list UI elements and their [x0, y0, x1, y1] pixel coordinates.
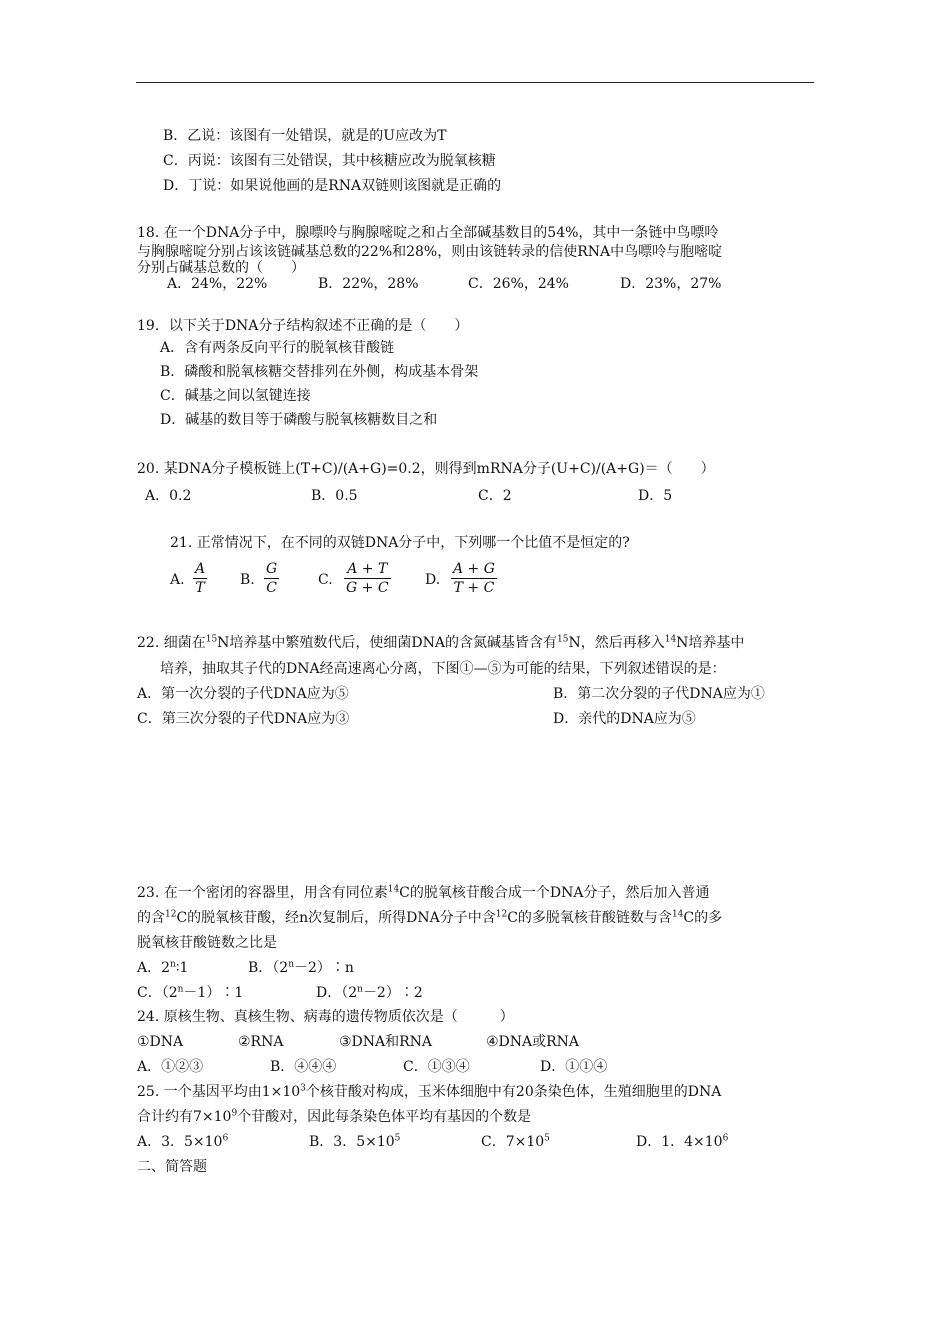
q19-option-a: A．含有两条反向平行的脱氧核苷酸链 — [160, 340, 395, 356]
q21-stem: 21. 正常情况下，在不同的双链DNA分子中，下列哪一个比值不是恒定的? — [170, 535, 630, 551]
q20-option-b: B．0.5 — [311, 488, 358, 504]
q21-option-c-numerator: A + T — [344, 560, 391, 579]
q24-item-1: ①DNA — [137, 1034, 184, 1050]
q19-option-b: B．磷酸和脱氧核糖交替排列在外侧，构成基本骨架 — [160, 364, 479, 380]
q21-option-d-numerator: A + G — [453, 561, 495, 577]
q25-stem-line2: 合计约有$7\times 10^9$个苷酸对，因此每条染色体平均有基因的个数是 — [137, 1108, 532, 1125]
q20-option-a: A．0.2 — [145, 488, 192, 504]
q23-stem-line3: 脱氧核苷酸链数之比是 — [137, 935, 277, 951]
q18-option-d: D．23%，27% — [620, 276, 722, 292]
q21-option-b-label: B. — [240, 572, 255, 588]
q21-option-b-fraction — [264, 560, 279, 597]
q24-item-2: ②RNA — [238, 1034, 284, 1050]
q23-option-b: B．$(2^n-2)∶n$ — [248, 959, 354, 976]
q18-stem-line2: 与胸腺嘧啶分别占该该链碱基总数的22%和28%，则由该链转录的信使RNA中鸟嘌呤与胞嘧啶 — [137, 244, 723, 260]
q19-option-d: D．碱基的数目等于磷酸与脱氧核糖数目之和 — [160, 412, 438, 428]
q21-option-a-label: A. — [170, 572, 185, 588]
q17-option-b: B．乙说：该图有一处错误，就是的U应改为T — [163, 128, 447, 144]
q22-stem-line1: 22. 细菌在$^{15}$N培养基中繁殖数代后，使细菌DNA的含氮碱基皆含有$^{15}$N，然后再移入$^{14}$N培养基中 — [137, 634, 745, 651]
q20-stem: 20. 某DNA分子模板链上(T+C)/(A+G)=0.2，则得到mRNA分子(U+C)/(A+G)＝（ ） — [137, 461, 715, 477]
q18-option-b: B．22%，28% — [318, 276, 419, 292]
q23-option-c: C．$(2^n-1)∶1$ — [137, 984, 244, 1001]
q21-option-b-denominator: C — [266, 580, 277, 596]
q21-option-d-denominator: T + C — [453, 580, 495, 596]
q21-option-d-label: D. — [425, 572, 441, 588]
q18-option-a: A．24%，22% — [167, 276, 268, 292]
q25-option-d: D．1．$4\times 10^6$ — [636, 1133, 729, 1150]
q24-option-a: A．①②③ — [137, 1059, 204, 1075]
q20-option-d: D．5 — [638, 488, 673, 504]
q23-stem-line2: 的含$^{12}$C的脱氧核苷酸，经n次复制后，所得DNA分子中含$^{12}$C的多脱氧核苷酸链数与含$^{14}$C的多 — [137, 909, 723, 926]
q22-option-c: C．第三次分裂的子代DNA应为③ — [137, 711, 350, 727]
q23-option-d: D．$(2^n-2)∶2$ — [316, 984, 423, 1001]
q20-option-c: C．2 — [478, 488, 512, 504]
q24-option-b: B．④④④ — [270, 1059, 337, 1075]
q17-option-c: C．丙说：该图有三处错误，其中核糖应改为脱氧核糖 — [163, 153, 496, 169]
q25-option-b: B．3．$5\times 10^5$ — [309, 1133, 401, 1150]
q25-option-c: C．$7\times 10^5$ — [481, 1133, 550, 1150]
q21-option-c-denominator: G + C — [346, 580, 389, 596]
q21-option-b-numerator: G — [266, 561, 278, 577]
q23-option-a: A．2$^n$∶1 — [137, 959, 189, 976]
q21-option-c-label: C. — [318, 572, 333, 588]
q17-option-d: D．丁说：如果说他画的是RNA双链则该图就是正确的 — [163, 178, 502, 194]
q22-option-a: A．第一次分裂的子代DNA应为⑤ — [137, 686, 349, 702]
q18-option-c: C．26%，24% — [468, 276, 569, 292]
q18-stem-line1: 18. 在一个DNA分子中，腺嘌呤与胸腺嘧啶之和占全部碱基数目的54%，其中一条链中鸟嘌呤 — [137, 225, 719, 241]
q21-option-c-fraction — [344, 560, 391, 597]
q25-option-a: A．3．$5\times 10^6$ — [137, 1133, 229, 1150]
q23-stem-line1: 23. 在一个密闭的容器里，用含有同位素$^{14}$C的脱氧核苷酸合成一个DNA分子，然后加入普通 — [137, 884, 710, 901]
q24-stem: 24. 原核生物、真核生物、病毒的遗传物质依次是（ ） — [137, 1009, 514, 1025]
q21-option-a-numerator: A — [195, 561, 206, 577]
q24-item-4: ④DNA或RNA — [486, 1034, 580, 1050]
q25-stem-line1: 25. 一个基因平均由$1\times 10^3$个核苷酸对构成，玉米体细胞中有20条染色体，生殖细胞里的DNA — [137, 1083, 722, 1100]
q22-stem-line2: 培养，抽取其子代的DNA经高速离心分离，下图①—⑤为可能的结果，下列叙述错误的是： — [160, 661, 726, 677]
q21-option-a-fraction — [193, 560, 207, 597]
q24-option-c: C．①③④ — [403, 1059, 470, 1075]
q24-option-d: D．①①④ — [540, 1059, 608, 1075]
q19-stem: 19．以下关于DNA分子结构叙述不正确的是（ ） — [137, 318, 469, 334]
q21-option-d-fraction — [451, 560, 497, 597]
q21-option-a-denominator: T — [195, 580, 205, 596]
q19-option-c: C．碱基之间以氢键连接 — [160, 388, 311, 404]
header-rule — [136, 82, 814, 83]
q22-option-d: D．亲代的DNA应为⑤ — [553, 711, 696, 727]
q22-option-b: B．第二次分裂的子代DNA应为① — [553, 686, 765, 702]
q24-item-3: ③DNA和RNA — [339, 1034, 433, 1050]
section-heading: 二、简答题 — [137, 1159, 207, 1175]
q18-stem-line3: 分别占碱基总数的（ ） — [137, 260, 305, 276]
